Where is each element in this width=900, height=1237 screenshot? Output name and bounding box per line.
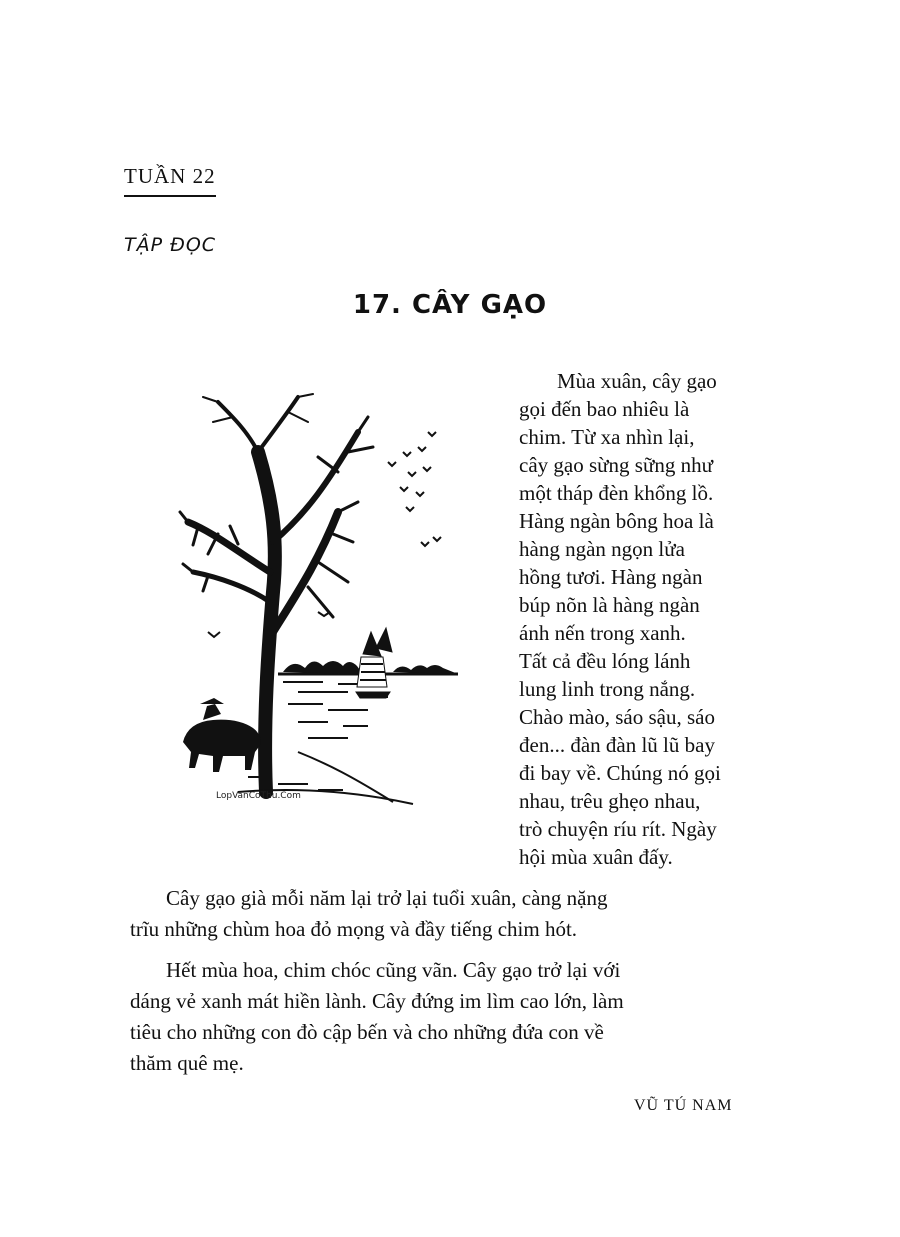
text-line: búp nõn là hàng ngàn (519, 593, 700, 617)
tree-landscape-illustration (178, 392, 468, 812)
lesson-title: 17. CÂY GẠO (352, 290, 548, 320)
text-line: hồng tươi. Hàng ngàn (519, 565, 703, 589)
watermark-label: LopVanCoThu.Com (216, 791, 301, 801)
text-line: nhau, trêu ghẹo nhau, (519, 789, 701, 813)
text-line: gọi đến bao nhiêu là (519, 397, 690, 421)
text-line: Chào mào, sáo sậu, sáo (519, 705, 715, 729)
paragraph-3 (130, 955, 780, 1079)
author-name: VŨ TÚ NAM (634, 1097, 733, 1114)
paragraph-2 (130, 883, 780, 945)
text-line: lung linh trong nắng. (519, 677, 696, 701)
text-line: Hết mùa hoa, chim chóc cũng vãn. Cây gạo trở lại với (166, 958, 621, 982)
text-line: tiêu cho những con đò cập bến và cho những đứa con về (130, 1020, 604, 1044)
text-line: hàng ngàn ngọn lửa (519, 537, 685, 561)
section-label: TẬP ĐỌC (124, 234, 217, 256)
text-line: hội mùa xuân đấy. (519, 845, 673, 869)
text-line: ánh nến trong xanh. (519, 621, 686, 645)
text-line: Cây gạo già mỗi năm lại trở lại tuổi xuân, càng nặng (166, 886, 608, 910)
text-line: cây gạo sừng sững như (519, 453, 713, 477)
text-line: thăm quê mẹ. (130, 1051, 244, 1075)
text-line: Tất cả đều lóng lánh (519, 649, 691, 673)
text-line: Mùa xuân, cây gạo (557, 369, 717, 393)
text-line: trĩu những chùm hoa đỏ mọng và đầy tiếng chim hót. (130, 917, 578, 941)
text-line: một tháp đèn khổng lồ. (519, 481, 714, 505)
text-line: trò chuyện ríu rít. Ngày (519, 817, 717, 841)
text-line: đi bay về. Chúng nó gọi (519, 761, 721, 785)
week-label: TUẦN 22 (124, 164, 216, 197)
text-line: Hàng ngàn bông hoa là (519, 509, 714, 533)
buffalo-rider-icon (183, 698, 261, 772)
text-line: dáng vẻ xanh mát hiền lành. Cây đứng im lìm cao lớn, làm (130, 989, 624, 1013)
text-line: đen... đàn đàn lũ lũ bay (519, 733, 715, 757)
text-line: chim. Từ xa nhìn lại, (519, 425, 695, 449)
story-column-text (519, 367, 779, 871)
sailboat-icon (356, 628, 392, 698)
